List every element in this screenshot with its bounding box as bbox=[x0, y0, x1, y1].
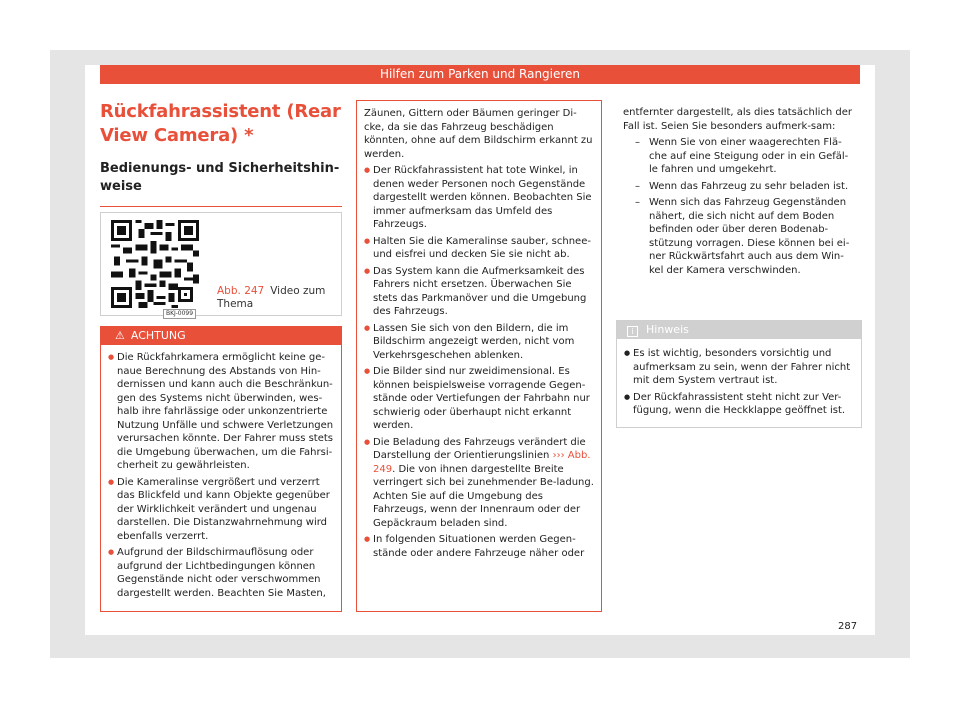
dash-item: – Wenn das Fahrzeug zu sehr beladen ist. bbox=[623, 180, 855, 194]
chapter-header: Hilfen zum Parken und Rangieren bbox=[100, 65, 860, 84]
figure-reference-link[interactable]: ››› Abb. 249 bbox=[373, 450, 591, 475]
hint-heading: Hinweis bbox=[646, 323, 689, 336]
warning-body-col1 bbox=[101, 345, 341, 600]
warning-heading: ACHTUNG bbox=[130, 329, 186, 342]
figure-caption bbox=[217, 285, 337, 311]
dash-item: – Wenn sich das Fahrzeug Gegenständen nähert, die sich nicht auf dem Boden befinden oder über deren Bodenab-stützung vorragen. Diese können bei ei-ner Rückwärtsfahrt auch aus dem Win-kel der Kamera verschwinden. bbox=[623, 196, 855, 277]
dash-item: – Wenn Sie von einer waagerechten Flä-che auf eine Steigung oder in ein Gefäl-le fahren und umgekehrt. bbox=[623, 136, 855, 177]
hint-body bbox=[617, 339, 861, 418]
figure bbox=[100, 212, 342, 316]
warning-bullet: ● Die Rückfahrkamera ermöglicht keine ge-naue Berechnung des Abstands von Hin-dernissen und kann auch die Beschränkun-gen des Systems nicht überwinden, wes-halb ihre fahrlässige oder unkonzentrierte Nutzung Unfälle und schwere Verletzungen verursachen könnte. Der Fahrer muss stets die Umgebung überwachen, um die Fahrsi-cherheit zu gewährleisten. bbox=[108, 351, 334, 473]
hint-header bbox=[617, 321, 861, 339]
page-number: 287 bbox=[838, 621, 858, 632]
bullet-text: Die Beladung des Fahrzeugs verändert die Darstellung der Orientierungslinien bbox=[373, 436, 586, 461]
hint-bullet: ● Der Rückfahrassistent steht nicht zur Ver-fügung, wenn die Heckklappe geöffnet ist. bbox=[624, 391, 854, 418]
section-title: Rückfahrassistent (Rear View Camera) * bbox=[100, 101, 341, 146]
warning-continuation-text: entfernter dargestellt, als dies tatsächlich der Fall ist. Seien Sie besonders aufmerk-sam: bbox=[623, 107, 853, 132]
figure-tag: BKJ-0099 bbox=[163, 309, 196, 319]
warning-bullet: ● In folgenden Situationen werden Gegen-stände oder andere Fahrzeuge näher oder bbox=[364, 533, 594, 560]
warning-body-col3 bbox=[616, 100, 862, 286]
warning-bullet: ● Die Bilder sind nur zweidimensional. Es können beispielsweise vorragende Gegen-stände oder Vertiefungen der Fahrbahn nur schwierig oder überhaupt nicht erkannt werden. bbox=[364, 365, 594, 433]
warning-bullet: ● Die Kameralinse vergrößert und verzerrt das Blickfeld und kann Objekte gegenüber der Wirklichkeit verändert und ungenau darstellen. Die Distanzwahrnehmung wird ebenfalls verzerrt. bbox=[108, 476, 334, 544]
figure-caption-text: Video zum Thema bbox=[217, 285, 326, 310]
warning-bullet: ● Lassen Sie sich von den Bildern, die im Bildschirm angezeigt werden, nicht vom Verkehrsgeschehen ablenken. bbox=[364, 322, 594, 363]
info-icon: i bbox=[627, 326, 638, 337]
warning-body-col2 bbox=[356, 100, 602, 612]
warning-bullet: ● Halten Sie die Kameralinse sauber, schnee- und eisfrei und decken Sie sie nicht ab. bbox=[364, 235, 594, 262]
warning-continuation: Zäunen, Gittern oder Bäumen geringer Di-cke, da sie das Fahrzeug beschädigen könnten, ohne auf dem Bildschirm erkannt zu werden. bbox=[364, 108, 593, 160]
bullet-text: . Die von ihnen dargestellte Breite verringert sich bei zunehmender Be-ladung. Achten Sie auf die Umgebung des Fahrzeugs, wenn der Innenraum oder der Gepäckraum beladen sind. bbox=[373, 463, 594, 529]
figure-number: Abb. 247 bbox=[217, 285, 265, 297]
section-heading bbox=[100, 100, 342, 207]
warning-box bbox=[100, 326, 342, 612]
hint-box bbox=[616, 320, 862, 428]
warning-header bbox=[101, 327, 341, 345]
warning-bullet: ● Der Rückfahrassistent hat tote Winkel, in denen weder Personen noch Gegenstände dargestellt werden können. Beobachten Sie immer aufmerksam das Umfeld des Fahrzeugs. bbox=[364, 164, 594, 232]
warning-bullet: ● Das System kann die Aufmerksamkeit des Fahrers nicht ersetzen. Überwachen Sie stets das Parkmanöver und die Umgebung des Fahrzeugs. bbox=[364, 265, 594, 319]
hint-bullet: ● Es ist wichtig, besonders vorsichtig und aufmerksam zu sein, wenn der Fahrer nicht mit dem System vertraut ist. bbox=[624, 347, 854, 388]
section-subtitle: Bedienungs- und Sicherheitshin-weise bbox=[100, 160, 342, 207]
warning-triangle-icon: ⚠ bbox=[115, 329, 125, 342]
qr-code-icon[interactable] bbox=[111, 217, 199, 311]
warning-bullet bbox=[364, 436, 594, 531]
warning-bullet: ● Aufgrund der Bildschirmauflösung oder aufgrund der Lichtbedingungen können Gegenstände nicht oder verschwommen dargestellt werden. Beachten Sie Masten, bbox=[108, 546, 334, 600]
